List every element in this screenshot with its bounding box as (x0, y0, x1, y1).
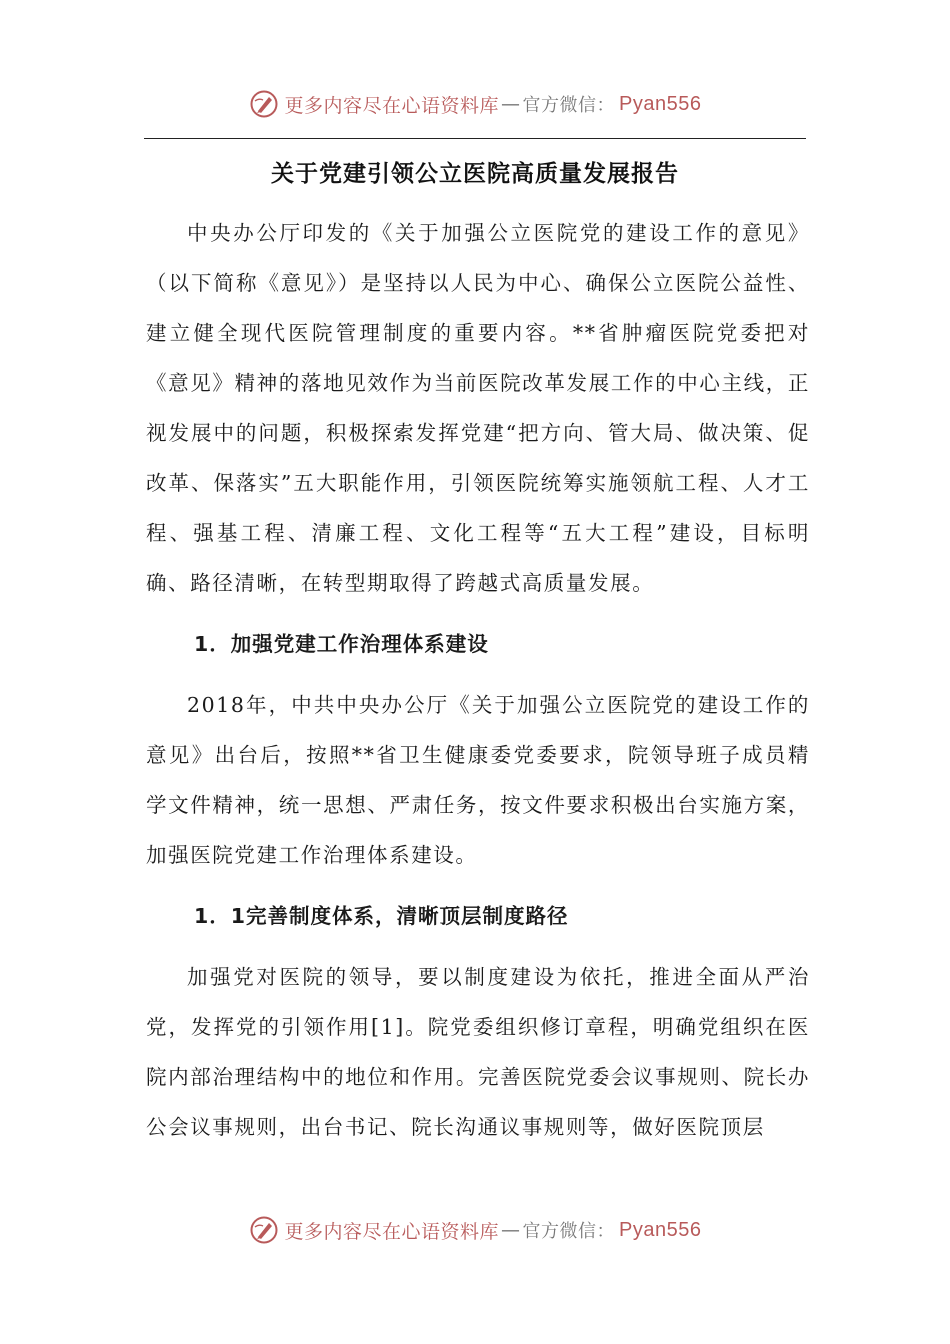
watermark-label: 官方微信： (522, 95, 616, 116)
watermark-label: 官方微信： (522, 1221, 616, 1242)
section-1-paragraph: 2018年，中共中央办公厅《关于加强公立医院党的建设工作的意见》出台后，按照**省卫生健康委党委要求，院领导班子成员精学文件精神，统一思想、严肃任务，按文件要求积极出台实施方案，加强医院党建工作治理体系建设。 (146, 693, 810, 867)
watermark-text: 更多内容尽在心语资料库 (284, 1220, 500, 1243)
watermark-header (0, 84, 950, 124)
watermark-wechat-id: Pyan556 (619, 92, 702, 115)
watermark-text: 更多内容尽在心语资料库 (284, 94, 500, 117)
header-divider (144, 138, 806, 139)
section-1-1-heading: 1．1完善制度体系，清晰顶层制度路径 (194, 904, 569, 928)
pen-logo-icon (249, 89, 279, 119)
watermark-separator: — (501, 1219, 521, 1241)
watermark-footer (0, 1210, 950, 1250)
pen-logo-icon (249, 1215, 279, 1245)
watermark-wechat-id: Pyan556 (619, 1218, 702, 1241)
intro-paragraph: 中央办公厅印发的《关于加强公立医院党的建设工作的意见》（以下简称《意见》）是坚持以人民为中心、确保公立医院公益性、建立健全现代医院管理制度的重要内容。**省肿瘤医院党委把对《意见》精神的落地见效作为当前医院改革发展工作的中心主线，正视发展中的问题，积极探索发挥党建“把方向、管大局、做决策、促改革、保落实”五大职能作用，引领医院统筹实施领航工程、人才工程、强基工程、清廉工程、文化工程等“五大工程”建设，目标明确、路径清晰，在转型期取得了跨越式高质量发展。 (146, 221, 810, 595)
section-1-1-paragraph: 加强党对医院的领导，要以制度建设为依托，推进全面从严治党，发挥党的引领作用[1]。院党委组织修订章程，明确党组织在医院内部治理结构中的地位和作用。完善医院党委会议事规则、院长办公会议事规则，出台书记、院长沟通议事规则等，做好医院顶层 (146, 965, 810, 1139)
document-title: 关于党建引领公立医院高质量发展报告 (271, 161, 679, 187)
watermark-separator: — (501, 93, 521, 115)
section-1-heading: 1．加强党建工作治理体系建设 (194, 632, 489, 656)
document-body (146, 208, 810, 1152)
